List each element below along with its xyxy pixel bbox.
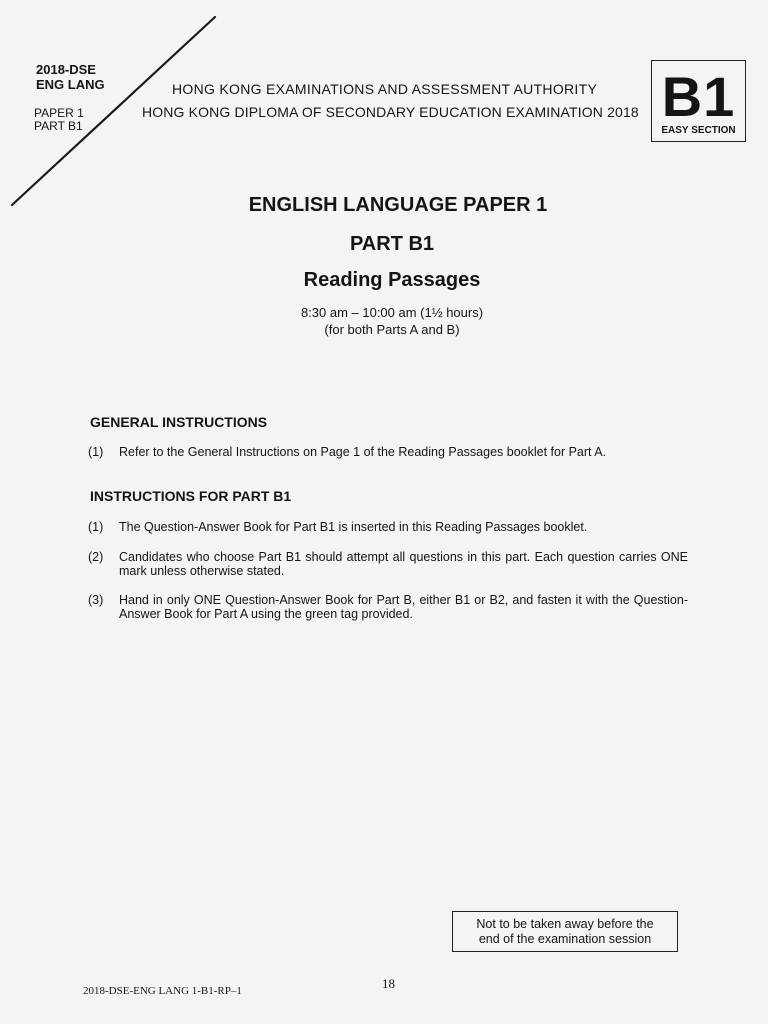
paper-code-sub [34,107,84,133]
item-number: (1) [88,445,104,459]
part-instruction-item [88,550,688,578]
item-text: The Question-Answer Book for Part B1 is inserted in this Reading Passages booklet. [119,520,588,534]
exam-time-note: (for both Parts A and B) [324,322,460,337]
part-title: PART B1 [349,233,435,255]
footer-paper-code: 2018-DSE-ENG LANG 1-B1-RP–1 [83,985,242,997]
item-text: Hand in only ONE Question-Answer Book for Part B, either B1 or B2, and fasten it with the Question-Answer Book for Part A using the green tag provided. [119,593,688,621]
section-label: EASY SECTION [661,125,736,136]
page-number: 18 [382,976,395,991]
part-instruction-item [88,593,688,621]
section-code: B1 [661,65,736,128]
item-number: (2) [88,550,104,564]
exam-name: HONG KONG DIPLOMA OF SECONDARY EDUCATION EXAMINATION 2018 [142,104,639,120]
exam-time: 8:30 am – 10:00 am (1½ hours) [300,305,484,320]
paper-code-subject: ENG LANG [36,77,105,92]
authority-name: HONG KONG EXAMINATIONS AND ASSESSMENT AUTHORITY [172,81,598,97]
item-number: (3) [88,593,104,607]
part-instructions-heading: INSTRUCTIONS FOR PART B1 [90,488,292,504]
paper-title: ENGLISH LANGUAGE PAPER 1 [248,194,548,216]
item-text: Refer to the General Instructions on Page 1 of the Reading Passages booklet for Part A. [119,445,607,459]
part-instruction-item [88,520,688,534]
item-text: Candidates who choose Part B1 should attempt all questions in this part. Each question carries ONE mark unless otherwise stated. [119,550,688,578]
paper-code-year: 2018-DSE [36,62,96,77]
general-instruction-item [88,445,688,459]
paper-code-main [36,62,105,92]
booklet-title: Reading Passages [303,269,481,291]
notice-line: Not to be taken away before the [476,917,654,931]
notice-line: end of the examination session [478,932,652,946]
general-instructions-heading: GENERAL INSTRUCTIONS [90,414,268,430]
item-number: (1) [88,520,104,534]
paper-code-paper: PAPER 1 [34,106,84,120]
take-away-notice [452,911,678,952]
paper-code-part: PART B1 [34,119,83,133]
section-box [651,60,746,142]
